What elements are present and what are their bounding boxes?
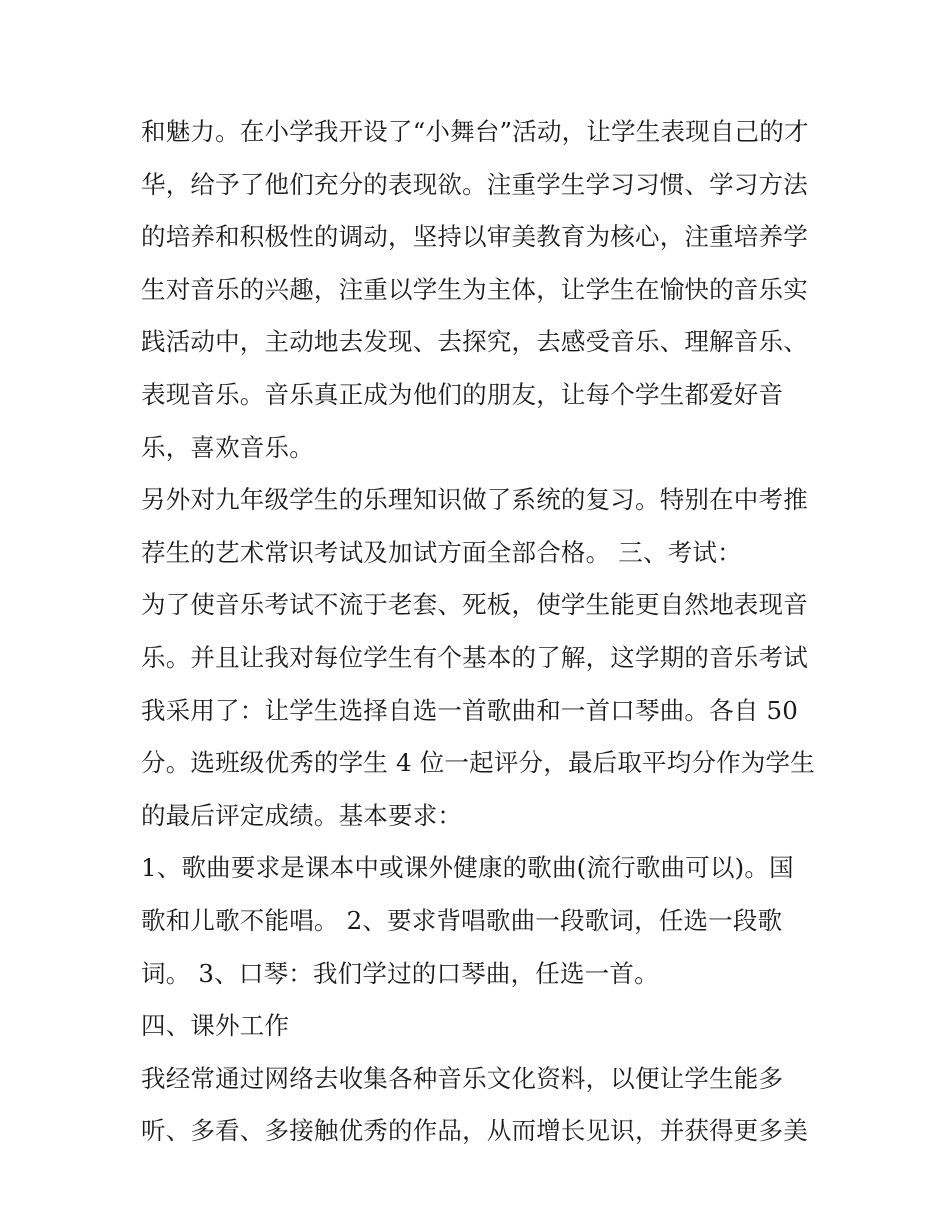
- text-line: 和魅力。在小学我开设了“小舞台”活动，让学生表现自己的才: [141, 117, 809, 146]
- text-line: 华，给予了他们充分的表现欲。注重学生学习习惯、学习方法: [141, 169, 808, 199]
- text-line: 分。选班级优秀的学生 4 位一起评分，最后取平均分作为学生: [141, 748, 815, 778]
- text-line: 1、歌曲要求是课本中或课外健康的歌曲(流行歌曲可以)。国: [141, 853, 794, 883]
- text-line: 的培养和积极性的调动，坚持以审美教育为核心，注重培养学: [141, 222, 808, 252]
- text-line: 生对音乐的兴趣，注重以学生为主体，让学生在愉快的音乐实: [141, 274, 808, 304]
- text-line: 我经常通过网络去收集各种音乐文化资料，以便让学生能多: [141, 1063, 784, 1093]
- text-line: 我采用了：让学生选择自选一首歌曲和一首口琴曲。各自 50: [141, 695, 799, 725]
- document-body: [141, 106, 821, 1158]
- text-line: 歌和儿歌不能唱。 2、要求背唱歌曲一段歌词，任选一段歌: [141, 905, 783, 935]
- text-line: 为了使音乐考试不流于老套、死板，使学生能更自然地表现音: [141, 590, 808, 620]
- text-line: 另外对九年级学生的乐理知识做了系统的复习。特别在中考推: [141, 485, 808, 515]
- text-line: 听、多看、多接触优秀的作品，从而增长见识，并获得更多美: [141, 1116, 808, 1146]
- text-line: 乐。并且让我对每位学生有个基本的了解，这学期的音乐考试: [141, 642, 808, 672]
- text-line: 的最后评定成绩。基本要求：: [141, 800, 463, 830]
- text-line: 乐，喜欢音乐。: [141, 432, 314, 462]
- text-line: 表现音乐。音乐真正成为他们的朋友，让每个学生都爱好音: [141, 379, 784, 409]
- text-line: 四、课外工作: [141, 1011, 290, 1041]
- text-line: 践活动中，主动地去发现、去探究，去感受音乐、理解音乐、: [141, 327, 808, 357]
- text-line: 荐生的艺术常识考试及加试方面全部合格。 三、考试：: [141, 537, 742, 567]
- text-line: 词。 3、口琴：我们学过的口琴曲，任选一首。: [141, 958, 659, 988]
